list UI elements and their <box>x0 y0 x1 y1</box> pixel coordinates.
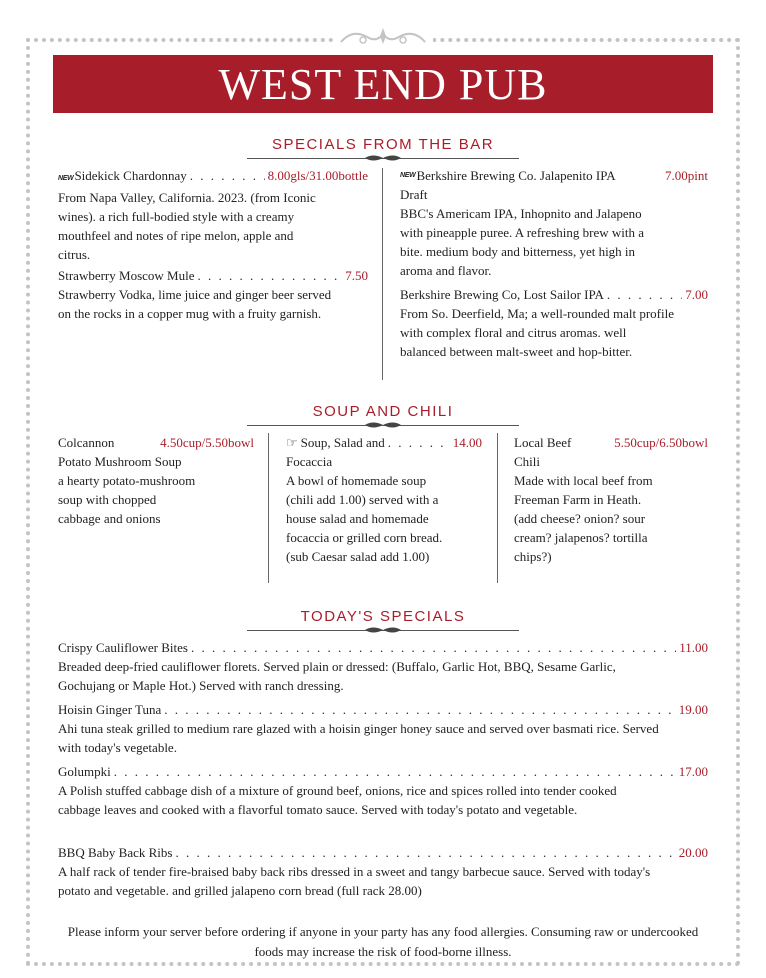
new-badge: NEW <box>400 172 416 179</box>
new-badge: NEW <box>58 175 74 182</box>
item-description: a hearty potato-mushroom soup with chopped cabbage and onions <box>58 473 196 526</box>
item-description: BBC's Americam IPA, Inhopnito and Jalapeno with pineapple puree. A refreshing brew with a bite. medium body and bitterness, yet high in aroma and flavor. <box>400 206 645 278</box>
pointing-hand-icon: ☞ <box>286 435 298 450</box>
item-price: 7.50 <box>345 268 368 283</box>
item-price: 4.50cup/5.50bowl <box>160 435 254 450</box>
special-item <box>58 762 708 819</box>
menu-item-lost-sailor-ipa <box>400 285 708 361</box>
item-price: 17.00 <box>678 764 708 779</box>
menu-item-local-beef-chili <box>514 433 708 566</box>
title-banner <box>53 55 713 113</box>
column-divider <box>382 168 383 380</box>
item-price: 11.00 <box>679 640 708 655</box>
menu-item-jalapenito-ipa <box>400 166 708 280</box>
item-name: Crispy Cauliflower Bites <box>58 640 188 655</box>
menu-item-soup-salad-focaccia <box>286 433 482 566</box>
item-price: 7.00 <box>685 287 708 302</box>
flourish-today <box>363 625 403 635</box>
item-name: Local Beef <box>514 435 572 450</box>
item-name: Colcannon <box>58 435 115 450</box>
menu-item-moscow-mule <box>58 266 368 323</box>
scroll-ornament <box>333 24 433 50</box>
dot-leader <box>388 433 450 452</box>
item-name-continued: Chili <box>514 454 541 469</box>
menu-item-chardonnay <box>58 166 368 264</box>
item-name: BBQ Baby Back Ribs <box>58 845 173 860</box>
column-divider <box>497 433 498 583</box>
item-name: Strawberry Moscow Mule <box>58 268 195 283</box>
item-description: Made with local beef from Freeman Farm in Heath. (add cheese? onion? sour cream? jalapenos? tortilla chips?) <box>514 473 653 564</box>
item-description: A bowl of homemade soup (chili add 1.00) served with a house salad and homemade focaccia or grilled corn bread. (sub Caesar salad add 1.00) <box>286 473 443 564</box>
item-description: From So. Deerfield, Ma; a well-rounded malt profile with complex floral and citrus aromas. well balanced between malt-sweet and hop-bitter. <box>400 306 675 359</box>
dot-leader <box>607 285 682 304</box>
item-name: Sidekick Chardonnay <box>74 168 187 183</box>
item-price: 8.00gls/31.00bottle <box>267 168 368 183</box>
dot-leader <box>164 700 675 719</box>
item-price: 7.00pint <box>665 168 708 183</box>
item-price: 14.00 <box>452 435 482 450</box>
item-name: Berkshire Brewing Co, Lost Sailor IPA <box>400 287 604 302</box>
flourish-soup <box>363 420 403 430</box>
item-name: Berkshire Brewing Co. Jalapenito IPA <box>416 168 616 183</box>
item-description: Ahi tuna steak grilled to medium rare glazed with a hoisin ginger honey sauce and served over basmati rice. Served with today's vegetable. <box>58 721 659 755</box>
item-description: A Polish stuffed cabbage dish of a mixture of ground beef, onions, rice and spices rolled into tender cooked cabbage leaves and cooked with a flavorful tomato sauce. Served with today's potato and vegetable. <box>58 783 617 817</box>
column-divider <box>268 433 269 583</box>
special-item <box>58 700 708 757</box>
section-heading-soup: SOUP AND CHILI <box>312 403 454 420</box>
dot-leader <box>191 638 676 657</box>
allergy-notice: Please inform your server before ordering if anyone in your party has any food allergies. Consuming raw or undercooked foods may increase the risk of food-borne illness. <box>67 924 699 959</box>
menu-item-colcannon <box>58 433 254 528</box>
item-price: 19.00 <box>678 702 708 717</box>
item-name: Hoisin Ginger Tuna <box>58 702 162 717</box>
item-price: 5.50cup/6.50bowl <box>614 435 708 450</box>
dot-leader <box>190 166 265 185</box>
item-description: A half rack of tender fire-braised baby back ribs dressed in a sweet and tangy barbecue sauce. Served with today's potato and vegetable. and grilled jalapeno corn bread (full rack 28.00) <box>58 864 651 898</box>
item-name: Golumpki <box>58 764 111 779</box>
special-item <box>58 638 708 695</box>
page-title: WEST END PUB <box>218 59 548 109</box>
item-description: Breaded deep-fried cauliflower florets. Served plain or dressed: (Buffalo, Garlic Hot, BBQ, Sesame Garlic, Gochujang or Maple Hot.) Served with ranch dressing. <box>58 659 616 693</box>
flourish-bar <box>363 153 403 163</box>
section-heading-bar: SPECIALS FROM THE BAR <box>271 136 495 153</box>
item-name: Soup, Salad and <box>300 435 385 450</box>
special-item <box>58 843 708 900</box>
dot-leader <box>114 762 676 781</box>
item-name-continued: Focaccia <box>286 454 333 469</box>
item-description: Strawberry Vodka, lime juice and ginger beer served on the rocks in a copper mug with a fruity garnish. <box>58 287 332 321</box>
item-name-continued: Potato Mushroom Soup <box>58 454 182 469</box>
item-description: From Napa Valley, California. 2023. (from Iconic wines). a rich full-bodied style with a creamy mouthfeel and notes of ripe melon, apple and citrus. <box>58 190 316 262</box>
item-name-continued: Draft <box>400 187 428 202</box>
dot-leader <box>175 843 675 862</box>
section-heading-today: TODAY'S SPECIALS <box>300 608 466 625</box>
dot-leader <box>197 266 342 285</box>
item-price: 20.00 <box>678 845 708 860</box>
